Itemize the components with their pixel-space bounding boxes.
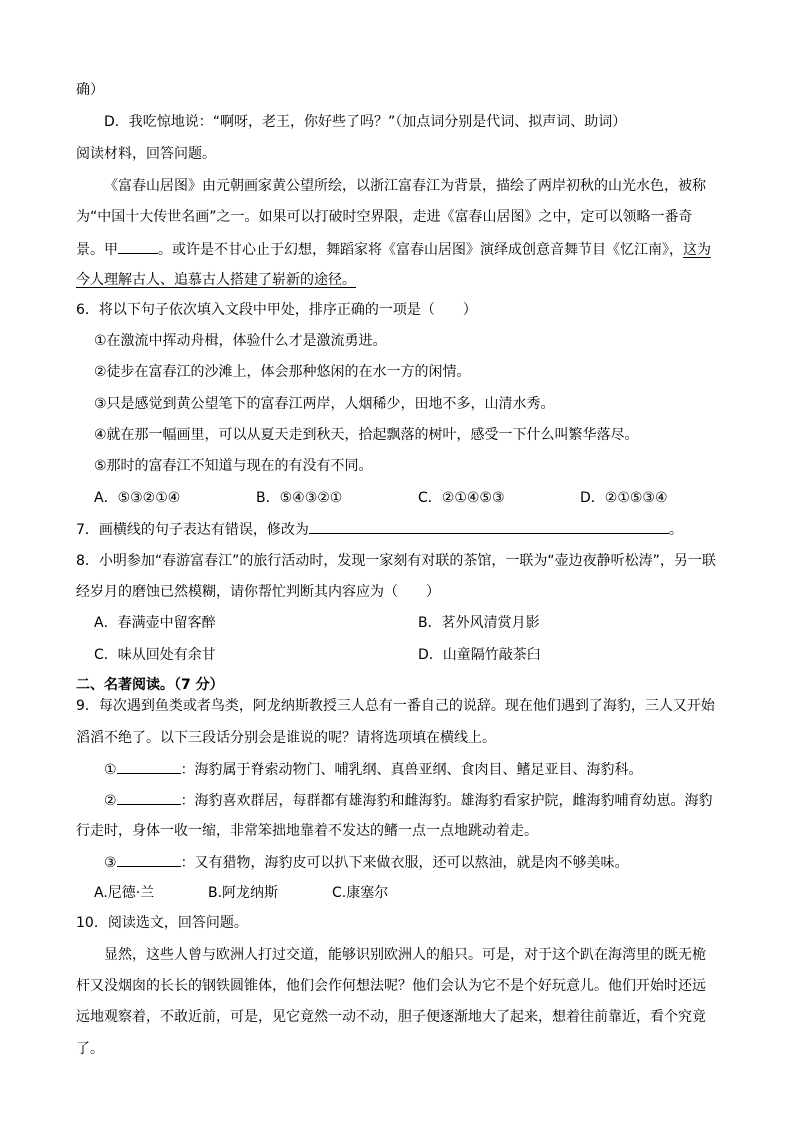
answer-blank[interactable]	[309, 519, 669, 534]
choice-b[interactable]: B．⑤④③②①	[256, 490, 343, 506]
underlined-sentence: 这为	[683, 242, 711, 258]
choice-b[interactable]: B．茗外风清赏月影	[418, 615, 540, 631]
choice-a[interactable]: A．春满壶中留客醉	[94, 615, 216, 631]
question-9: 9．每次遇到鱼类或者鸟类，阿龙纳斯教授三人总有一番自己的说辞。现在他们遇到了海豹，三人又开始	[76, 698, 715, 714]
text-segment: ：又有猎物，海豹皮可以扒下来做衣服，还可以熬油，就是肉不够美味。	[180, 855, 629, 871]
item-number: ①	[104, 762, 117, 778]
question-6: 6．将以下句子依次填入文段中甲处，排序正确的一项是（ ）	[76, 302, 477, 318]
paragraph-line: 《富春山居图》由元朝画家黄公望所绘，以浙江富春江为背景，描绘了两岸初秋的山光水色，被称	[104, 178, 706, 194]
choice-c[interactable]: C．②①④⑤③	[418, 490, 505, 506]
answer-blank[interactable]	[117, 790, 181, 805]
fill-line: 行走时，身体一收一缩，非常笨拙地靠着不发达的鳍一点一点地跳动着走。	[76, 823, 538, 839]
text-segment: 7．画横线的句子表达有错误，修改为	[76, 522, 309, 538]
question-9: 滔滔不绝了。以下三段话分别会是谁说的呢？请将选项填在横线上。	[76, 730, 496, 746]
paragraph-line: 杆又没烟囱的长长的钢铁圆锥体，他们会作何想法呢？他们会认为它不是个好玩意儿。他们开始时还远	[76, 978, 706, 994]
text-segment: ：海豹喜欢群居，每群都有雄海豹和雌海豹。雄海豹看家护院，雌海豹哺育幼崽。海豹	[180, 793, 713, 809]
text-segment: 景。甲	[76, 242, 118, 258]
choice-a[interactable]: A.尼德·兰	[94, 885, 155, 901]
choice-d[interactable]: D．山童隔竹敲茶臼	[418, 647, 541, 663]
fill-line	[104, 852, 629, 873]
fill-line	[104, 759, 643, 780]
text-segment: 。或许是不甘心止于幻想，舞蹈家将《富春山居图》演绎成创意音舞节目《忆江南》，	[158, 242, 683, 258]
item-number: ②	[104, 793, 117, 809]
section-heading: 二、名著阅读。（7 分）	[76, 677, 224, 693]
sentence-option: ①在激流中挥动舟楫，体验什么才是激流勇进。	[94, 333, 387, 349]
choice-a[interactable]: A．⑤③②①④	[94, 490, 181, 506]
question-7	[76, 519, 683, 540]
sentence-option: ③只是感觉到黄公望笔下的富春江两岸，人烟稀少，田地不多，山清水秀。	[94, 396, 555, 412]
sentence-option: ④就在那一幅画里，可以从夏天走到秋天，拾起飘落的树叶，感受一下什么叫繁华落尽。	[94, 427, 639, 443]
paragraph-line: 远地观察着，不敢近前，可是，见它竟然一动不动，胆子便逐渐地大了起来，想着往前靠近，看个究竟	[76, 1009, 706, 1025]
answer-blank[interactable]	[117, 852, 181, 867]
choice-d[interactable]: D．②①⑤③④	[580, 490, 668, 506]
question-10: 10．阅读选文，回答问题。	[76, 915, 248, 931]
text-segment: ：海豹属于脊索动物门、哺乳纲、真兽亚纲、食肉目、鳍足亚目、海豹科。	[180, 762, 643, 778]
text-segment: 。	[668, 522, 683, 538]
sentence-option: ⑤那时的富春江不知道与现在的有没有不同。	[94, 458, 373, 474]
answer-blank[interactable]	[118, 239, 158, 254]
reading-instruction: 阅读材料，回答问题。	[76, 146, 216, 162]
underlined-sentence: 今人理解古人、追慕古人搭建了崭新的途径。	[76, 272, 356, 288]
answer-blank[interactable]	[117, 759, 181, 774]
sentence-option: ②徒步在富春江的沙滩上，体会那种悠闲的在水一方的闲情。	[94, 364, 471, 380]
option-d-line: D．我吃惊地说：“啊呀，老王，你好些了吗？”（加点词分别是代词、拟声词、助词）	[104, 114, 627, 130]
text-line: 确）	[76, 82, 104, 98]
paragraph-line	[76, 239, 711, 260]
item-number: ③	[104, 855, 117, 871]
paragraph-line	[76, 270, 356, 290]
choice-c[interactable]: C.康塞尔	[332, 885, 389, 901]
question-8: 8．小明参加“春游富春江”的旅行活动时，发现一家刻有对联的茶馆，一联为“壶边夜静听松涛”，另一联	[76, 553, 716, 569]
question-8: 经岁月的磨蚀已然模糊，请你帮忙判断其内容应为（ ）	[76, 584, 440, 600]
paragraph-line: 为“中国十大传世名画”之一。如果可以打破时空界限，走进《富春山居图》之中，定可以领略一番奇	[76, 209, 693, 225]
fill-line	[104, 790, 713, 811]
choice-b[interactable]: B.阿龙纳斯	[208, 885, 279, 901]
paragraph-line: 显然，这些人曾与欧洲人打过交道，能够识别欧洲人的船只。可是，对于这个趴在海湾里的既无桅	[104, 947, 706, 963]
paragraph-line: 了。	[76, 1041, 104, 1057]
choice-c[interactable]: C．味从回处有余甘	[94, 647, 216, 663]
